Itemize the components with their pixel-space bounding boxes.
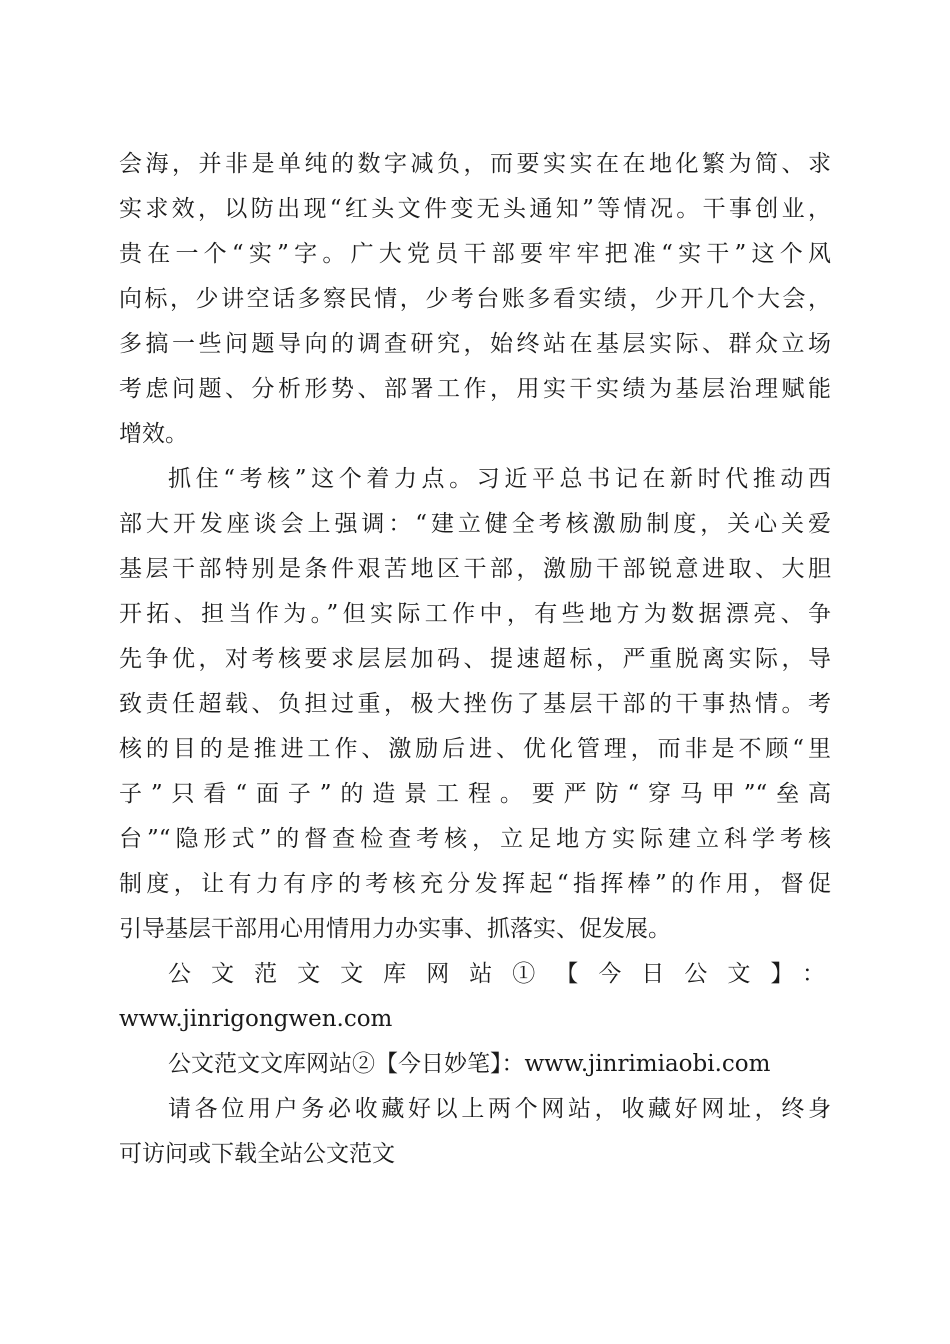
text-line: 部大开发座谈会上强调：“建立健全考核激励制度，关心关爱 <box>119 511 831 537</box>
website-link-1-label: 公文范文文库网站①【今日公文】： <box>168 961 831 987</box>
text-line: 可访问或下载全站公文范文 <box>119 1141 395 1167</box>
text-line: 多搞一些问题导向的调查研究，始终站在基层实际、群众立场 <box>119 331 831 357</box>
text-line: 向标，少讲空话多察民情，少考台账多看实绩，少开几个大会， <box>119 286 831 312</box>
paragraph-first-line: 抓住“考核”这个着力点。习近平总书记在新时代推动西 <box>168 466 831 492</box>
website-link-2[interactable]: 公文范文文库网站②【今日妙笔】：www.jinrimiaobi.com <box>168 1051 771 1077</box>
text-line: 会海，并非是单纯的数字减负，而要实实在在地化繁为简、求 <box>119 151 831 177</box>
text-line: 贵在一个“实”字。广大党员干部要牢牢把准“实干”这个风 <box>119 241 831 267</box>
text-line: 制度，让有力有序的考核充分发挥起“指挥棒”的作用，督促 <box>119 871 831 897</box>
text-line: 实求效，以防出现“红头文件变无头通知”等情况。干事创业， <box>119 196 831 222</box>
text-line: 先争优，对考核要求层层加码、提速超标，严重脱离实际，导 <box>119 646 831 672</box>
website-link-1-url[interactable]: www.jinrigongwen.com <box>119 1006 393 1032</box>
text-line: 致责任超载、负担过重，极大挫伤了基层干部的干事热情。考 <box>119 691 831 717</box>
text-line: 子”只看“面子”的造景工程。要严防“穿马甲”“垒高 <box>119 781 831 807</box>
text-line: 增效。 <box>119 421 188 447</box>
text-line: 考虑问题、分析形势、部署工作，用实干实绩为基层治理赋能 <box>119 376 831 402</box>
text-line: 引导基层干部用心用情用力办实事、抓落实、促发展。 <box>119 916 671 942</box>
notice-first-line: 请各位用户务必收藏好以上两个网站，收藏好网址，终身 <box>168 1096 831 1122</box>
text-line: 基层干部特别是条件艰苦地区干部，激励干部锐意进取、大胆 <box>119 556 831 582</box>
text-line: 台”“隐形式”的督查检查考核，立足地方实际建立科学考核 <box>119 826 831 852</box>
text-line: 开拓、担当作为。”但实际工作中，有些地方为数据漂亮、争 <box>119 601 831 627</box>
text-line: 核的目的是推进工作、激励后进、优化管理，而非是不顾“里 <box>119 736 831 762</box>
